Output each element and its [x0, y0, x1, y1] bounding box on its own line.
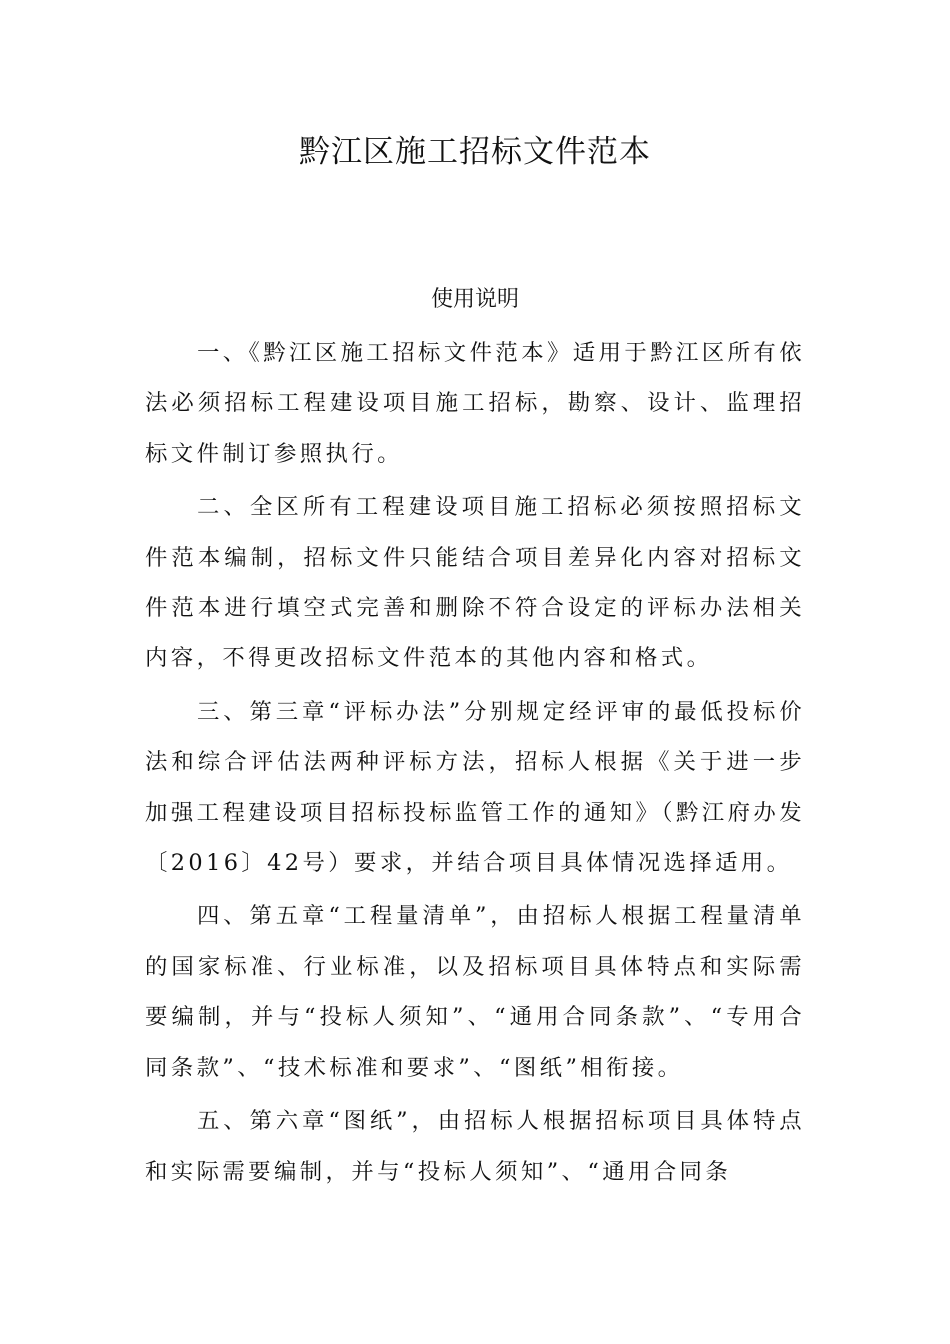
paragraph-5: 五、第六章“图纸”，由招标人根据招标项目具体特点和实际需要编制，并与“投标人须知”、“通用合同条 — [145, 1108, 805, 1185]
paragraph-3: 三、第三章“评标办法”分别规定经评审的最低投标价法和综合评估法两种评标方法，招标人根据《关于进一步加强工程建设项目招标投标监管工作的通知》（黔江府办发〔2016〕42号）要求，并结合项目具体情况选择适用。 — [145, 698, 805, 877]
document-body — [145, 328, 805, 1200]
paragraph-4: 四、第五章“工程量清单”，由招标人根据工程量清单的国家标准、行业标准，以及招标项目具体特点和实际需要编制，并与“投标人须知”、“通用合同条款”、“专用合同条款”、“技术标准和要求”、“图纸”相衔接。 — [145, 903, 805, 1081]
paragraph-1: 一、《黔江区施工招标文件范本》适用于黔江区所有依法必须招标工程建设项目施工招标，勘察、设计、监理招标文件制订参照执行。 — [145, 340, 805, 467]
paragraph-2: 二、全区所有工程建设项目施工招标必须按照招标文件范本编制，招标文件只能结合项目差异化内容对招标文件范本进行填空式完善和删除不符合设定的评标办法相关内容，不得更改招标文件范本的其他内容和格式。 — [145, 494, 805, 672]
document-title: 黔江区施工招标文件范本 — [299, 134, 651, 170]
section-heading: 使用说明 — [430, 287, 519, 312]
